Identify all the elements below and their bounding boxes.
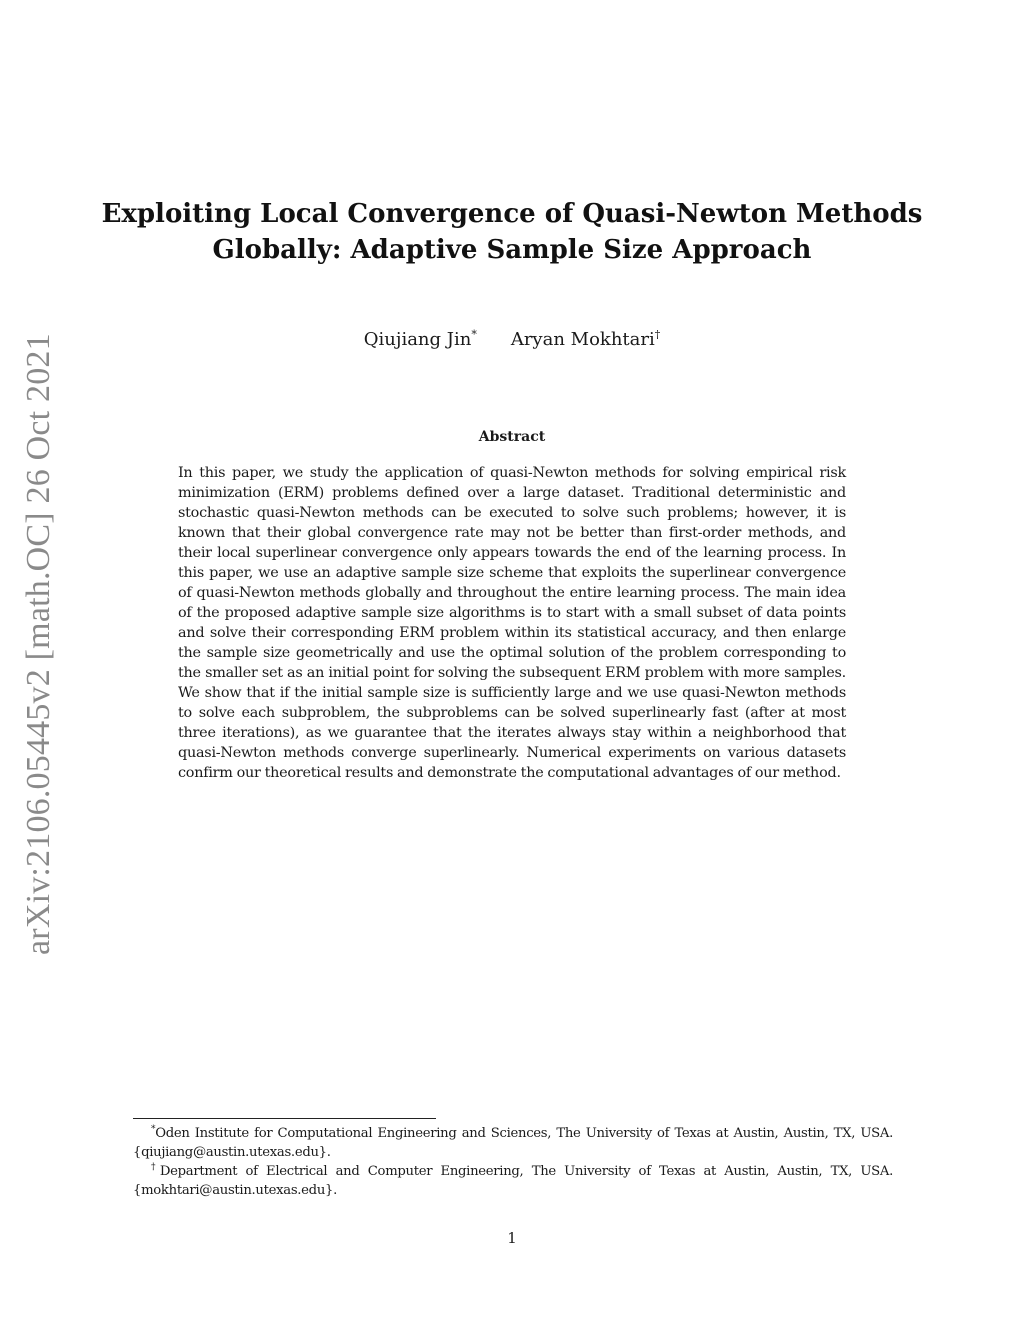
author-jin bbox=[364, 326, 477, 354]
abstract-body: In this paper, we study the application of quasi-Newton methods for solving empirical risk minimization (ERM) problems defined over a large dataset. Traditional deterministic and stochastic quasi-Newton methods can be executed to solve such problems; however, it is known that their global convergence rate may not be better than first-order methods, and their local superlinear convergence only appears towards the end of the learning process. In this paper, we use an adaptive sample size scheme that exploits the superlinear convergence of quasi-Newton methods globally and throughout the entire learning process. The main idea of the proposed adaptive sample size algorithms is to start with a small subset of data points and solve their corresponding ERM problem within its statistical accuracy, and then enlarge the sample size geometrically and use the optimal solution of the problem corresponding to the smaller set as an initial point for solving the subsequent ERM problem with more samples. We show that if the initial sample size is sufficiently large and we use quasi-Newton methods to solve each subproblem, the subproblems can be solved superlinearly fast (after at most three iterations), as we guarantee that the iterates always stay within a neighborhood that quasi-Newton methods converge superlinearly. Numerical experiments on various datasets confirm our theoretical results and demonstrate the computational advantages of our method. bbox=[178, 465, 846, 781]
footnote-mark: † bbox=[151, 1162, 160, 1173]
paper-title-line-1: Exploiting Local Convergence of Quasi-Newton Methods bbox=[101, 199, 923, 229]
footnote-text: Oden Institute for Computational Engineering and Sciences, The University of Texas at Austin, Austin, TX, USA. {qiujiang@austin.utexas.edu}. bbox=[133, 1126, 893, 1160]
author-mokhtari bbox=[511, 326, 660, 354]
footnote-text: Department of Electrical and Computer Engineering, The University of Texas at Austin, Austin, TX, USA. {mokhtari@austin.utexas.edu}. bbox=[133, 1164, 893, 1198]
author-name: Qiujiang Jin bbox=[363, 329, 472, 350]
author-name: Aryan Mokhtari bbox=[510, 329, 655, 350]
footnotes bbox=[133, 1124, 893, 1200]
abstract-heading: Abstract bbox=[478, 429, 546, 445]
author-footnote-mark: * bbox=[471, 328, 477, 341]
page-number: 1 bbox=[507, 1229, 517, 1247]
footnote-divider bbox=[133, 1118, 436, 1119]
footnote-affiliation-jin bbox=[133, 1124, 893, 1162]
footnote-affiliation-mokhtari bbox=[133, 1162, 893, 1200]
author-footnote-mark: † bbox=[654, 328, 661, 341]
footnote-mark: * bbox=[151, 1124, 156, 1135]
author-list bbox=[0, 326, 1024, 354]
arxiv-identifier-stamp: arXiv:2106.05445v2 [math.OC] 26 Oct 2021 bbox=[20, 333, 57, 955]
paper-title bbox=[100, 196, 924, 268]
paper-title-line-2: Globally: Adaptive Sample Size Approach bbox=[212, 235, 812, 265]
